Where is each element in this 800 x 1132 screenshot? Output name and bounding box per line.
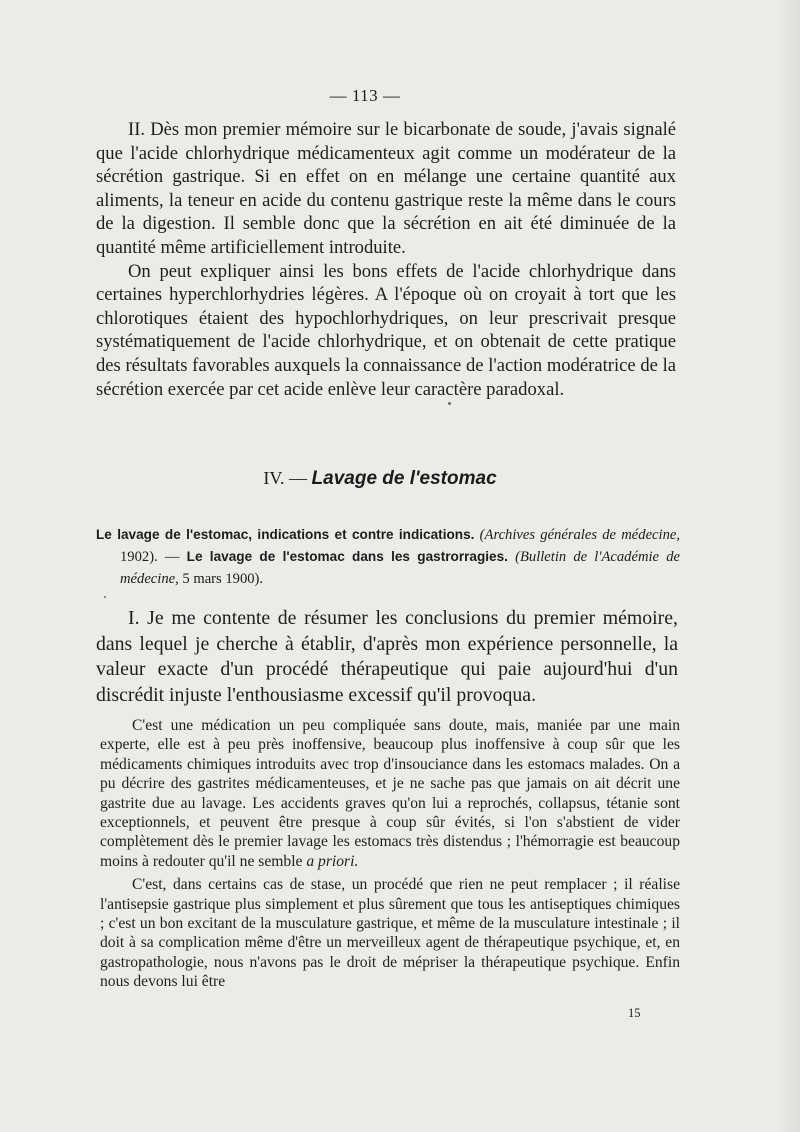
small-paragraph-1: [100, 716, 680, 871]
small-paragraph-2: C'est, dans certains cas de stase, un procédé que rien ne peut remplacer ; il réalise l'antisepsie gastrique plus simplement et plus sûrement que tous les antiseptiques chimiques ; c'est un bon excitant de la musculature gastrique, et même de la musculature intestinale ; il doit à sa complication même d'être un merveilleux agent de thérapeutique psychique, et, en gastropathologie, nous n'avons pas le droit de mépriser la thérapeutique psychique. Enfin nous devons lui être: [100, 876, 680, 991]
section-ii-paragraph-2: On peut expliquer ainsi les bons effets de l'acide chlorhydrique dans certaines hyperchlorhydries légères. A l'époque où on croyait à tort que les chlorotiques étaient des hypochlorhydriques, on leur prescrivait presque systématiquement de l'acide chlorhydrique, et on obtenait de cette pratique des résultats favorables auxquels la connaissance de l'action modératrice de la sécrétion exercée par cet acide enlève leur caractère paradoxal.: [96, 260, 676, 400]
reference-1-title: Le lavage de l'estomac, indications et contre indications.: [96, 527, 475, 542]
print-speck: [448, 402, 451, 405]
printer-signature-mark: 15: [628, 1006, 641, 1020]
section-iv-heading: [0, 468, 760, 490]
section-i-text: [96, 606, 678, 708]
reference-dash: —: [164, 549, 180, 566]
section-iv-title: Lavage de l'estomac: [311, 468, 497, 489]
section-iv-numeral: IV. —: [263, 468, 308, 488]
page-edge-shadow: [778, 0, 800, 1132]
reference-2-source: (Bulletin de l'Académie de médecine,: [120, 549, 680, 587]
small-paragraph-1-main: C'est une médication un peu compliquée sans doute, mais, maniée par une main experte, elle est à peu près inoffensive, beaucoup plus inoffensive à coup sûr que les médicaments chimiques introduits avec trop d'insouciance dans les estomacs malades. On a pu décrire des gastrites médicamenteuses, et je ne sache pas que jamais on ait décrit une gastrite due au lavage. Les accidents graves qu'on lui a reprochés, collapsus, tétanie sont exceptionnels, et peuvent être presque à coup sûr évités, si l'on s'abstient de vider complètement dès le premier lavage les estomacs très distendus ; l'hémorragie est beaucoup moins à redouter qu'il ne semble: [100, 717, 680, 870]
section-ii-text: [96, 118, 676, 401]
section-i-paragraph: I. Je me contente de résumer les conclusions du premier mémoire, dans lequel je cherche à établir, d'après mon expérience personnelle, la valeur exacte d'un procédé thérapeutique qui paie aujourd'hui d'un discrédit injuste l'enthousiasme excessif qu'il provoqua.: [96, 607, 678, 706]
print-speck: [104, 596, 106, 598]
small-paragraph-1-italic: a priori.: [306, 852, 359, 870]
reference-1-year: 1902).: [120, 549, 158, 566]
small-print-text: [100, 716, 680, 992]
page-number: — 113 —: [329, 86, 401, 105]
reference-2-title: Le lavage de l'estomac dans les gastrorragies.: [186, 549, 508, 565]
reference-list: [96, 524, 680, 590]
section-ii-paragraph-1: II. Dès mon premier mémoire sur le bicarbonate de soude, j'avais signalé que l'acide chlorhydrique médicamenteux agit comme un modérateur de la sécrétion gastrique. Si en effet on en mélange une certaine quantité aux aliments, la teneur en acide du contenu gastrique reste la même dans le cours de la digestion. Il semble donc que la sécrétion en ait été diminuée de la quantité même artificiellement introduite.: [96, 119, 676, 258]
references-block: [96, 524, 680, 590]
reference-1-source: (Archives générales de médecine,: [479, 527, 680, 543]
reference-2-date: 5 mars 1900).: [182, 570, 264, 587]
